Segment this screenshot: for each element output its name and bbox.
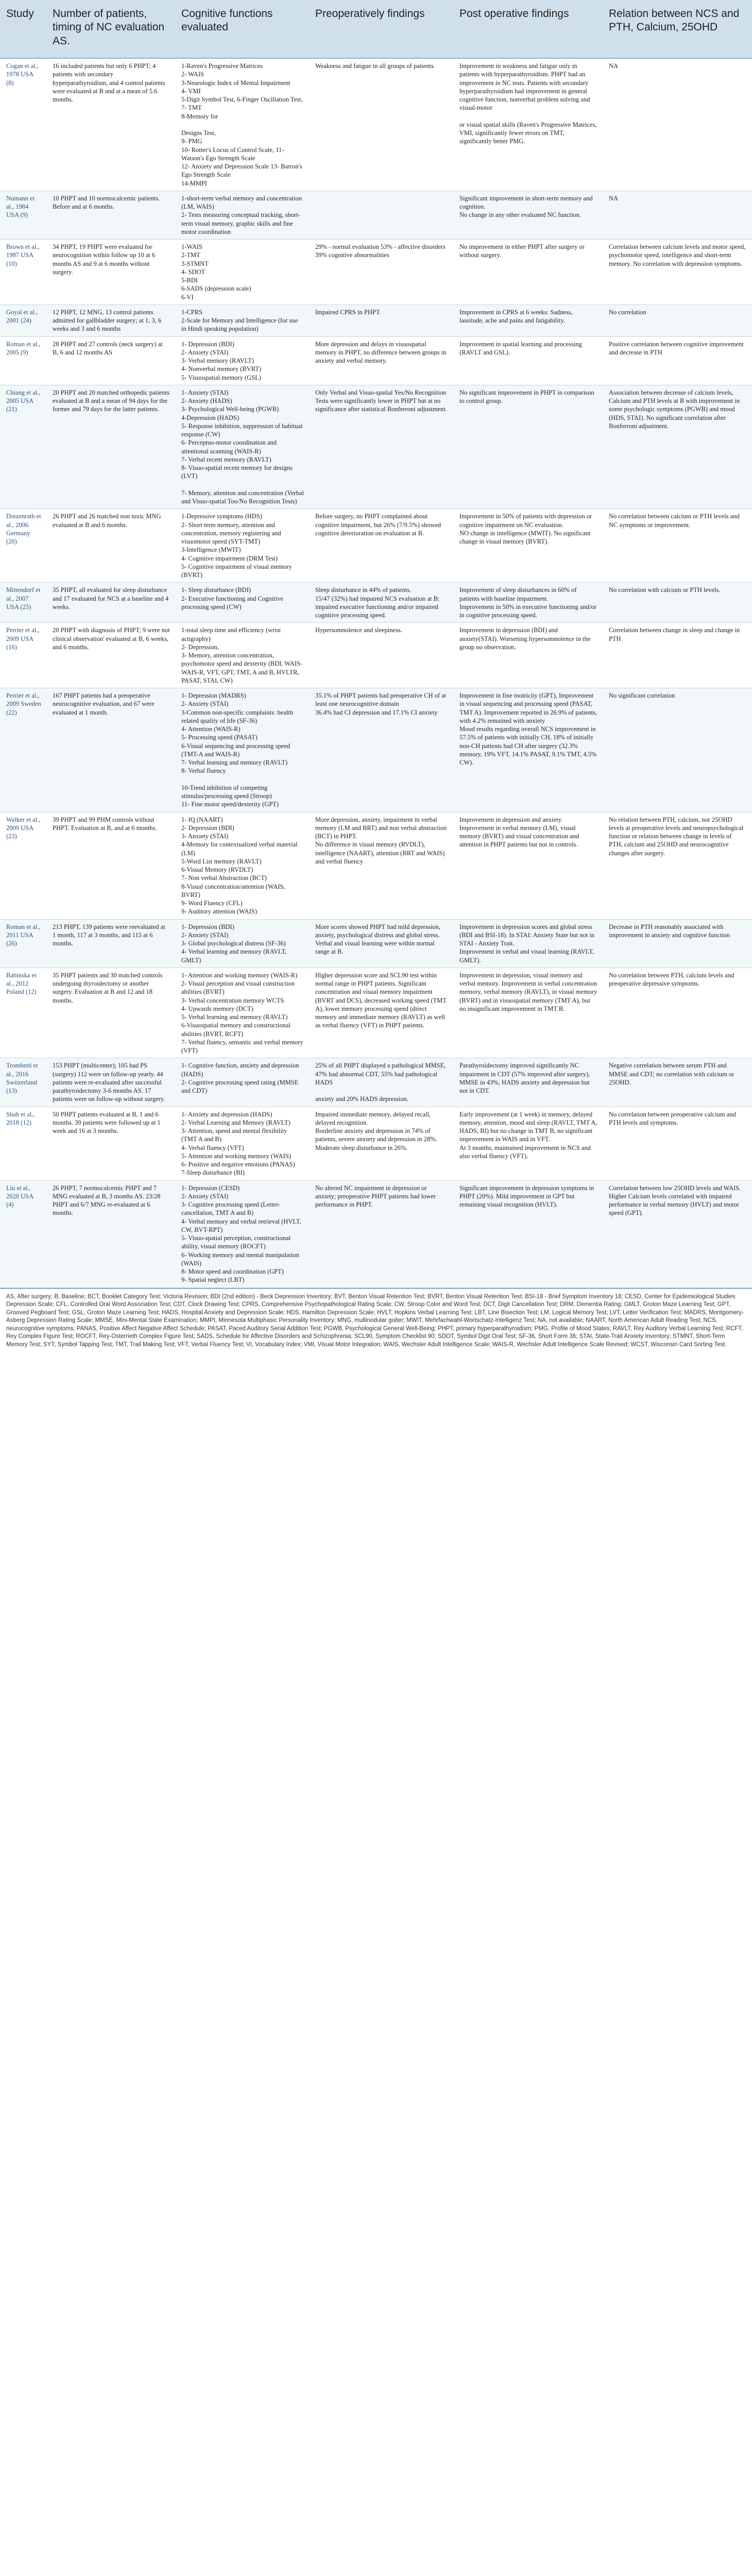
table-row (0, 812, 752, 919)
preoperative-cell: Impaired CPRS in PHPT. (309, 304, 453, 336)
table-row (0, 1058, 752, 1107)
functions-cell: 1-short-term verbal memory and concentration (LM, WAIS) 2- Tests measuring conceptual tracking, short-term visual memory, graphic skills and fine motor coordination (175, 191, 309, 239)
table-body (0, 58, 752, 1287)
functions-cell: 1-Raven's Progressive Matrices 2- WAIS 3-Neurologic Index of Mental Impairment 4- VMI 5-Digit Symbol Test, 6-Finger Oscillation Test, 7- TMT 8-Memory for Designs Test, 9- PMG 10- Rotter's Locus of Control Scale, 11-Watson's Ego Strength Scale 12- Anxiety and Depression Scale 13- Barron's Ego Strength Scale 14-MMPI (175, 58, 309, 191)
patients-cell: 34 PHPT, 19 PHPT were evaluated for neurocognition within follow up 10 at 6 months AS and 9 at 6 months without surgery. (46, 240, 175, 305)
patients-cell: 50 PHPT patients evaluated at B, 1 and 6 months. 39 patients were followed up at 1 week and 16 at 3 months. (46, 1107, 175, 1180)
table-row (0, 583, 752, 623)
header-functions: Cognitive functions evaluated (175, 0, 309, 58)
patients-cell: 10 PHPT and 10 normocalcemic patients. Before and at 6 months. (46, 191, 175, 239)
postoperative-cell: Improvement in depression and anxiety. Improvement in verbal memory (LM), visual memory (BVRT) and visual concentration and attention in PHPT patients but not in controls. (453, 812, 603, 919)
table-header-row (0, 0, 752, 58)
study-cell: Roman et al., 2005 (9) (0, 336, 46, 385)
postoperative-cell: Significant improvement in short-term memory and cognition. No change in any other evaluated NC function. (453, 191, 603, 239)
patients-cell: 153 PHPT (multicenter); 105 had PS (surgery) 112 were on follow-up yearly. 44 patients were re-evaluated after successful parathyroidectomy 3-6 months AS. 17 patients were on follow-up without surgery. (46, 1058, 175, 1107)
study-cell: Chiang et al., 2005 USA (21) (0, 385, 46, 509)
table-row (0, 240, 752, 305)
patients-cell: 16 included patients but only 6 PHPT; 4 patients with secondary hyperparathyroidism, and 4 control patients were evaluated at B and at a mean of 5.6 months. (46, 58, 175, 191)
postoperative-cell: No improvement in either PHPT after surgery or without surgery. (453, 240, 603, 305)
functions-cell: 1-total sleep time and efficiency (wrist actigraphy) 2- Depression, 3- Memory, attention concentration, psychomotor speed and dexterity (BDI, WAIS-WAIS-R, VFT, GPT, TMT, A and B, HVLTR, PASAT, STAI, CW) (175, 623, 309, 688)
relation-cell: No correlation between PTH, calcium levels and preoperative depressive symptoms. (603, 968, 752, 1058)
functions-cell: 1- Depression (CESD) 2- Anxiety (STAI) 3- Cognitive processing speed (Letter-cancellation, TMT A and B) 4- Verbal memory and verbal retrieval (HVLT, CW, BVT-RPT) 5- Visuo-spatial perception, constructional ability, visual memory (ROCFT) 6- Working memory and mental manipulation (WAIS) 8- Motor speed and coordination (GPT) 9- Spatial neglect (LBT) (175, 1180, 309, 1287)
relation-cell: Negative correlation between serum PTH and MMSE and CDT; no correlation with calcium or 25OHD. (603, 1058, 752, 1107)
relation-cell: Correlation between calcium levels and motor speed, psychomotor speed, intelligence and short-term memory. No correlation with depression symptoms. (603, 240, 752, 305)
relation-cell: No significant correlation (603, 688, 752, 812)
functions-cell: 1-Depressive symptoms (HDS) 2- Short term memory, attention and concentration, memory registering and visuomotor speed (SYT-TMT) 3-Intelligence (MWIT) 4- Cognitive impairment (DRM Test) 5- Cognitive impairment of visual memory (BVRT) (175, 509, 309, 583)
postoperative-cell: Improvement in 50% of patients with depression or cognitive impairment on NC evaluation. NO change in intelligence (MWIT). No significant change in visual memory (BVRT). (453, 509, 603, 583)
postoperative-cell: Improvement in depression (BDI) and anxiety(STAI). Worsening hypersomnolence in the group no observation. (453, 623, 603, 688)
relation-cell: No correlation (603, 304, 752, 336)
functions-cell: 1- IQ (NAART) 2- Depression (BDI) 3- Anxiety (STAI) 4-Memory for contextualized verbal material (LM) 5-Word List memory (RAVLT) 6-Visual Memory (RVDLT) 7- Non verbal Abstraction (BCT) 8-Visual concentration/attention (WAIS, BVRT) 9- Word Fluency (CFL) 9- Auditory attention (WAIS) (175, 812, 309, 919)
relation-cell: No correlation between calcium or PTH levels and NC symptoms or improvement. (603, 509, 752, 583)
preoperative-cell: Higher depression score and SCL90 test within normal range in PHPT patients. Significant concentration and visual memory impairment (BVRT and DCS), decreased working speed (TMT A), lower memory processing speed (direct memory and immediate memory (RAVLT) as well as verbal fluency (VFT) in PHPT patients. (309, 968, 453, 1058)
study-cell: Cogan et al., 1978 USA (8) (0, 58, 46, 191)
header-preoperative: Preoperatively findings (309, 0, 453, 58)
patients-cell: 213 PHPT, 139 patients were reevaluated at 1 month, 117 at 3 months, and 115 at 6 months. (46, 919, 175, 968)
postoperative-cell: Parathyroidectomy improved significantly NC impairment in CDT (57% improved after surgery), MMSE in 43%, HADS anxiety and depression but not in CDT. (453, 1058, 603, 1107)
relation-cell: No correlation with calcium or PTH levels. (603, 583, 752, 623)
functions-cell: 1- Depression (BDI) 2- Anxiety (STAI) 3- Global psychological distress (SF-36) 4- Verbal learning and memory (RAVLT, GMLT) (175, 919, 309, 968)
table-row (0, 919, 752, 968)
patients-cell: 26 PHPT, 7 normocalcemic PHPT and 7 MNG evaluated at B, 3 months AS. 23/28 PHPT and 6/7 MNG re-evaluated at 6 months. (46, 1180, 175, 1287)
patients-cell: 39 PHPT and 99 PHM controls without PHPT. Evaluation at B, and at 6 months. (46, 812, 175, 919)
header-patients: Number of patients, timing of NC evaluation AS. (46, 0, 175, 58)
table-footnote: AS, After surgery; B, Baseline; BCT, Booklet Category Test; Victoria Revision; BDI (2nd edition) - Beck Depression Inventory; BVT, Benton Visual Retention Test; BVRT, Benton Visual Retention Test; BSI-18 - Brief Symptom Inventory 18; CESD, Center for Epidemiological Studies Depression Scale; CFL, Controlled Oral Word Association Test; CDT, Clock Drawing Test; CPRS, Comprehensive Psychopathological Rating Scale; CW, Stroop Color and Word Test; DCT, Digit Cancellation Test; DRM, Dementia Rating; GMLT, Groton Maze Learning Test; GPT, Grooved Pegboard Test; GSL, Groton Maze Learning Test; HADS, Hospital Anxiety and Depression Scale; HDS, Hamilton Depression Scale; HVLT, Hopkins Verbal Learning Test; LBT, Line Bisection Test; LM, Logical Memory Test; LVT, Letter Verification Test; MADRS, Montgomery-Asberg Depression Rating Scale; MMSE, Mini-Mental State Examination; MMPI, Minnesota Multiphasic Personality Inventory; MNG, multinodular goiter; MWIT, Mehrfachwahl-Wortschatz-Intelligenz Test; NA, not available; NAART, North American Adult Reading Test; NCS, neurocognitive symptoms; PANAS, Positive Affect Negative Affect Schedule; PASAT, Paced Auditory Serial Addition Test; PGWB, Psychological General Well-Being; PHPT, primary hyperparathyroidism; PMG, Profile of Mood States; RAVLT, Rey Auditory Verbal Learning Test; RCFT, Rey Complex Figure Test; ROCFT, Rey-Osterrieth Complex Figure Test; SADS, Schedule for Affective Disorders and Schizophrenia; SCL90, Symptom Checklist 90; SDOT, Symbol Digit Oral Test; SF-36, Short Form 36; STAI, State-Trait Anxiety Inventory; STMNT, Short-Term Memory Test; SYT, Symbol Tapping Test; TMT, Trail Making Test; VFT, Verbal Fluency Test; VI, Vocabulary Index; VMI, Visual Motor Integration; WAIS, Wechsler Adult Intelligence Scale; WAIS-R, Wechsler Adult Intelligence Scale Revised; WCST, Wisconsin Card Sorting Test. (0, 1288, 752, 1354)
study-cell: Goyal et al., 2001 (24) (0, 304, 46, 336)
postoperative-cell: Improvement in spatial learning and processing (RAVLT and GSL). (453, 336, 603, 385)
preoperative-cell: More depression and delays in visuospatial memory in PHPT, no difference between groups in anxiety and verbal memory. (309, 336, 453, 385)
relation-cell: Correlation between low 25OHD levels and WAIS. Higher Calcium levels correlated with impaired performance in verbal memory (HVLT) and motor speed (GPT). (603, 1180, 752, 1287)
study-cell: Brown et al., 1987 USA (10) (0, 240, 46, 305)
table-row (0, 191, 752, 239)
table-row (0, 1180, 752, 1287)
postoperative-cell: Improvement in CPRS at 6 weeks: Sadness, lassitude, ache and pains and fatigability. (453, 304, 603, 336)
relation-cell: No relation between PTH, calcium, nor 25OHD levels at preoperative levels and neuropsychological function or relation between change in levels of PTH, calcium and 25OHD and neurocognitive changes after surgery. (603, 812, 752, 919)
preoperative-cell: 25% of all PHPT displayed a pathological MMSE, 47% had abnormal CDT, 55% had pathological HADS anxiety and 20% HADS depression. (309, 1058, 453, 1107)
header-relation: Relation between NCS and PTH, Calcium, 25OHD (603, 0, 752, 58)
relation-cell: Decrease in PTH reasonably associated with improvement in anxiety and cognitive function (603, 919, 752, 968)
table-row (0, 385, 752, 509)
functions-cell: 1-WAIS 2-TMT 3-STMNT 4- SDOT 5-BDI 6-SADS (depression scale) 6-VI (175, 240, 309, 305)
relation-cell: Association between decrease of calcium levels, Calcium and PTH levels at B with improvement in some psychologic symptoms (PGWB) and mood (HDS, STAI). No significant correlation after Bonferroni adjustment. (603, 385, 752, 509)
preoperative-cell: Before surgery, no PHPT complained about cognitive impairment, but 26% (7/9.5%) showed cognitive deterioration on evaluation at B. (309, 509, 453, 583)
relation-cell: NA (603, 58, 752, 191)
preoperative-cell: 29% - normal evaluation 53% - affective disorders 39% cognitive abnormalities (309, 240, 453, 305)
study-cell: Roman et al., 2011 USA (26) (0, 919, 46, 968)
table-row (0, 336, 752, 385)
preoperative-cell: Weakness and fatigue in all groups of patients. (309, 58, 453, 191)
preoperative-cell: Sleep disturbance in 44% of patients. 15/47 (32%) had impaired NCS evaluation at B: impaired executive functioning and/or impaired cognitive processing speed. (309, 583, 453, 623)
functions-cell: 1- Attention and working memory (WAIS-R) 2- Visual perception and visual construction abilities (BVRT) 3- Verbal concentration memory WCTS 4- Upwards memory (DCT) 5- Verbal learning and memory (RAVLT) 6-Visuospatial memory and constructional abilities (BVRT, RCFT) 7- Verbal fluency, semantic and verbal memory (VFT) (175, 968, 309, 1058)
functions-cell: 1- Depression (BDI) 2- Anxiety (STAI) 3- Verbal memory (RAVLT) 4- Nonverbal memory (BVRT) 5- Visuospatial memory (GSL) (175, 336, 309, 385)
study-cell: Shah et al., 2018 (12) (0, 1107, 46, 1180)
study-cell: Trombetti et al., 2016 Switzerland (13) (0, 1058, 46, 1107)
table-row (0, 968, 752, 1058)
preoperative-cell: Impaired immediate memory, delayed recall, delayed recognition. Borderline anxiety and depression in 74% of patients, severe anxiety and depression in 28%. Moderate sleep disturbance in 26%. (309, 1107, 453, 1180)
header-postoperative: Post operative findings (453, 0, 603, 58)
functions-cell: 1- Cognitive function, anxiety and depression (HADS) 2- Cognitive processing speed rating (MMSE and CDT) (175, 1058, 309, 1107)
relation-cell: No correlation between preoperative calcium and PTH levels and symptoms. (603, 1107, 752, 1180)
functions-cell: 1- Sleep disturbance (BDI) 2- Executive functioning and Cognitive processing speed (CW) (175, 583, 309, 623)
postoperative-cell: No significant improvement in PHPT in comparison to control group. (453, 385, 603, 509)
relation-cell: Correlation between change in sleep and change in PTH (603, 623, 752, 688)
patients-cell: 167 PHPT patients had a preoperative neurocognitive evaluation, and 67 were evaluated at 1 month. (46, 688, 175, 812)
table-row (0, 58, 752, 191)
preoperative-cell: More depression, anxiety, impairment in verbal memory (LM and BRT) and non verbal abstraction (BCT) in PHPT. No difference in visual memory (RVDLT), intelligence (NAART), attention (BRT and WAIS) and verbal fluency (309, 812, 453, 919)
postoperative-cell: Improvement in fine motricity (GPT), Improvement in visual sequencing and processing speed (PASAT, TMT A). Improvement reported in 26.9% of patients, with 4.2% remained with anxiety Mood results regarding overall NCS improvement in 57.5% of patients with initially CH, 18% of initially non-CH patients had CH after surgery (32.3% memory, 19% VFT, 14.1% PASAT, 9.1% TMT, 4.5% CW). (453, 688, 603, 812)
study-cell: Perrier et al., 2009 Sweden (22) (0, 688, 46, 812)
table-row (0, 304, 752, 336)
patients-cell: 20 PHPT with diagnosis of PHPT; 9 were not clinical observation' evaluated at B, 6 weeks, and 6 months. (46, 623, 175, 688)
study-cell: Numann et al., 1984 USA (9) (0, 191, 46, 239)
patients-cell: 20 PHPT and 20 matched orthopedic patients evaluated at B and a mean of 94 days for the former and 79 days for the latter patients. (46, 385, 175, 509)
table-row (0, 1107, 752, 1180)
study-cell: Dotzenrath et al., 2006 Germany (20) (0, 509, 46, 583)
preoperative-cell: 35.1% of PHPT patients had preoperative CH of at least one neurocognitive domain 36.4% had CI depression and 17.1% CI anxiety (309, 688, 453, 812)
postoperative-cell: Improvement in depression, visual memory and verbal memory. Improvement in verbal concentration memory, verbal memory (RAVLT), in visual memory (BVRT) and in visuospatial memory (TMT A), but no insignificant improvement in TMT B. (453, 968, 603, 1058)
patients-cell: 28 PHPT and 27 controls (neck surgery) at B, 6 and 12 months AS (46, 336, 175, 385)
header-study: Study (0, 0, 46, 58)
table-row (0, 623, 752, 688)
postoperative-cell: Improvement in depression scores and global stress (BDI and BSI-18). In STAI: Anxiety State but not in STAI - Anxiety Trait. Improvement in verbal and visual learning (RAVLT, GMLT). (453, 919, 603, 968)
table-row (0, 509, 752, 583)
relation-cell: NA (603, 191, 752, 239)
preoperative-cell: More scores showed PHPT had mild depression, anxiety, psychological distress and global stress. Verbal and visual learning were within normal range at B. (309, 919, 453, 968)
preoperative-cell: No altered NC impairment in depression or anxiety; preoperative PHPT patients had lower performance in PHPT. (309, 1180, 453, 1287)
study-cell: Walker et al., 2009 USA (23) (0, 812, 46, 919)
postoperative-cell: Significant improvement in depression symptoms in PHPT (20%). Mild improvement in GPT but remaining visual recognition (HVLT). (453, 1180, 603, 1287)
study-cell: Perrier et al., 2009 USA (16) (0, 623, 46, 688)
study-cell: Babinska et al., 2012 Poland (12) (0, 968, 46, 1058)
preoperative-cell (309, 191, 453, 239)
functions-cell: 1- Depression (MADRS) 2- Anxiety (STAI) 3-Common non-specific complaints: health related quality of life (SF-36) 4- Attention (WAIS-R) 5- Processing speed (PASAT) 6-Visual sequencing and processing speed (TMT-A and WAIS-R) 7- Verbal learning and memory (RAVLT) 8- Verbal fluency 10-Trend inhibition of competing stimulus/processing speed (Stroop) 11- Fine motor speed/dexterity (GPT) (175, 688, 309, 812)
postoperative-cell: Improvement of sleep disturbances in 60% of patients with baseline impairment. Improvement in 50% in executive functioning and/or in cognitive processing speed. (453, 583, 603, 623)
functions-cell: 1- Anxiety and depression (HADS) 2- Verbal Learning and Memory (RAVLT) 3- Attention, speed and mental flexibility (TMT A and B) 4- Verbal fluency (VFT) 5- Attention and working memory (WAIS) 6- Positive and negative emotions (PANAS) 7-Sleep disturbance (BI) (175, 1107, 309, 1180)
functions-cell: 1-CPRS 2-Scale for Memory and Intelligence (for use in Hindi speaking population) (175, 304, 309, 336)
relation-cell: Positive correlation between cognitive improvement and decrease in PTH (603, 336, 752, 385)
patients-cell: 35 PHPT, all evaluated for sleep disturbance and 17 evaluated for NCS at a baseline and 4 weeks. (46, 583, 175, 623)
table-row (0, 688, 752, 812)
study-cell: Mittendorf et al., 2007 USA (25) (0, 583, 46, 623)
functions-cell: 1- Anxiety (STAI) 2- Anxiety (HADS) 3- Psychological Well-being (PGWB) 4-Depression (HADS) 5- Response inhibition, suppression of habitual response (CW) 6- Perceptuo-motor coordination and attentional scanning (WAIS-R) 7- Verbal recent memory (RAVLT) 8- Visuo-spatial recent memory for designs (LVT) 7- Memory, attention and concentration (Verbal and Visuo-spatial Too/No Recognition Tests) (175, 385, 309, 509)
postoperative-cell: Early improvement (at 1 week) in memory, delayed memory, attention, mood and sleep (RAVLT, TMT A, HADS, BI) but no change in TMT B, no significant improvement in WAIS and in VFT. At 3 months, maintained improvement in NCS and also verbal fluency (VFT). (453, 1107, 603, 1180)
study-cell: Liu et al., 2020 USA (4) (0, 1180, 46, 1287)
patients-cell: 26 PHPT and 26 matched non toxic MNG evaluated at B and 6 months. (46, 509, 175, 583)
patients-cell: 35 PHPT patients and 30 matched controls undergoing thyroidectomy or another surgery. Evaluation at B and 12 and 18 months. (46, 968, 175, 1058)
preoperative-cell: Only Verbal and Visuo-spatial Yes/No Recognition Tests were significantly lower in PHPT but at no significance after statistical Bonferroni adjustment. (309, 385, 453, 509)
patients-cell: 12 PHPT, 12 MNG, 13 control patients admitted for gallbladder surgery; at 1, 3, 6 weeks and 3 and 6 months (46, 304, 175, 336)
preoperative-cell: Hypersomnolence and sleepiness. (309, 623, 453, 688)
postoperative-cell: Improvement in weakness and fatigue only in patients with hyperparathyroidism. PHPT had an improvement in NC tests. Patients with secondary hyperparathyroidism had improvement in general cognitive function, nonverbal problem solving and visual-motor or visual spatial skills (Raven's Progressive Matrices, VMI, significantly fewer errors on TMT, significantly better PMG. (453, 58, 603, 191)
